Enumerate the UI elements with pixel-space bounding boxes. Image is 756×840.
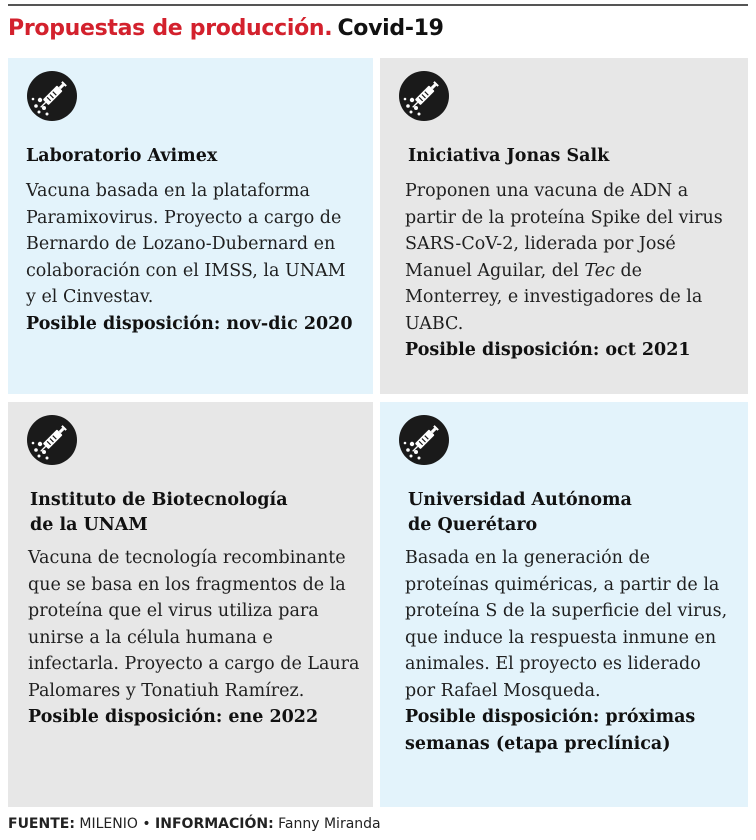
credits [8, 816, 381, 832]
card-body-text: Vacuna basada en la plataforma Paramixovirus. Proyecto a cargo de Bernardo de Lozano-Dubernard en colaboración con el IMSS, la UNAM y el Cinvestav. [26, 181, 346, 307]
card-biotecnologia-unam [8, 402, 373, 807]
card-description [405, 178, 736, 364]
card-description [405, 545, 736, 757]
source-label: FUENTE: [8, 816, 75, 832]
card-description [26, 178, 361, 337]
card-uaq [380, 402, 748, 807]
card-body-text: Basada en la generación de proteínas quiméricas, a partir de la proteína S de la superficie del virus, que induce la respuesta inmune en animales. El proyecto es liderado por Rafael Mosqueda. [405, 548, 728, 701]
card-body-text-end: de Monterrey, e investigadores de la UABC. [405, 260, 703, 334]
card-title: Iniciativa Jonas Salk [408, 146, 610, 166]
card-avimex [8, 58, 373, 394]
title-topic: Covid-19 [337, 16, 444, 41]
info-value: Fanny Miranda [278, 816, 381, 832]
availability-date: Posible disposición: nov-dic 2020 [26, 313, 353, 334]
availability-date: Posible disposición: ene 2022 [28, 707, 319, 727]
source-value: MILENIO [79, 816, 138, 832]
card-body-text: Vacuna de tecnología recombinante que se basa en los fragmentos de la proteína que el virus utiliza para unirse a la célula humana e infectarla. Proyecto a cargo de Laura Palomares y Tonatiuh Ramírez. [28, 548, 360, 701]
availability-date: Posible disposición: oct 2021 [405, 340, 691, 360]
info-label: INFORMACIÓN: [155, 816, 274, 832]
availability-date: Posible disposición: próximas semanas (etapa preclínica) [405, 707, 696, 754]
page-title [8, 16, 444, 48]
vaccine-syringe-icon [398, 70, 450, 122]
vaccine-syringe-icon [26, 414, 78, 466]
card-description [28, 545, 361, 731]
top-rule [8, 4, 748, 6]
vaccine-syringe-icon [398, 414, 450, 466]
vaccine-syringe-icon [26, 70, 78, 122]
separator: • [142, 816, 151, 832]
card-body-text: Proponen una vacuna de ADN a partir de la proteína Spike del virus SARS-CoV-2, liderada por José Manuel Aguilar, del [405, 181, 723, 281]
card-title: Laboratorio Avimex [26, 146, 218, 166]
card-body-emphasis: Tec [584, 260, 615, 281]
title-main: Propuestas de producción. [8, 16, 333, 41]
card-title: Instituto de Biotecnología de la UNAM [30, 490, 288, 535]
card-jonas-salk [380, 58, 748, 394]
card-title: Universidad Autónoma de Querétaro [408, 490, 632, 535]
